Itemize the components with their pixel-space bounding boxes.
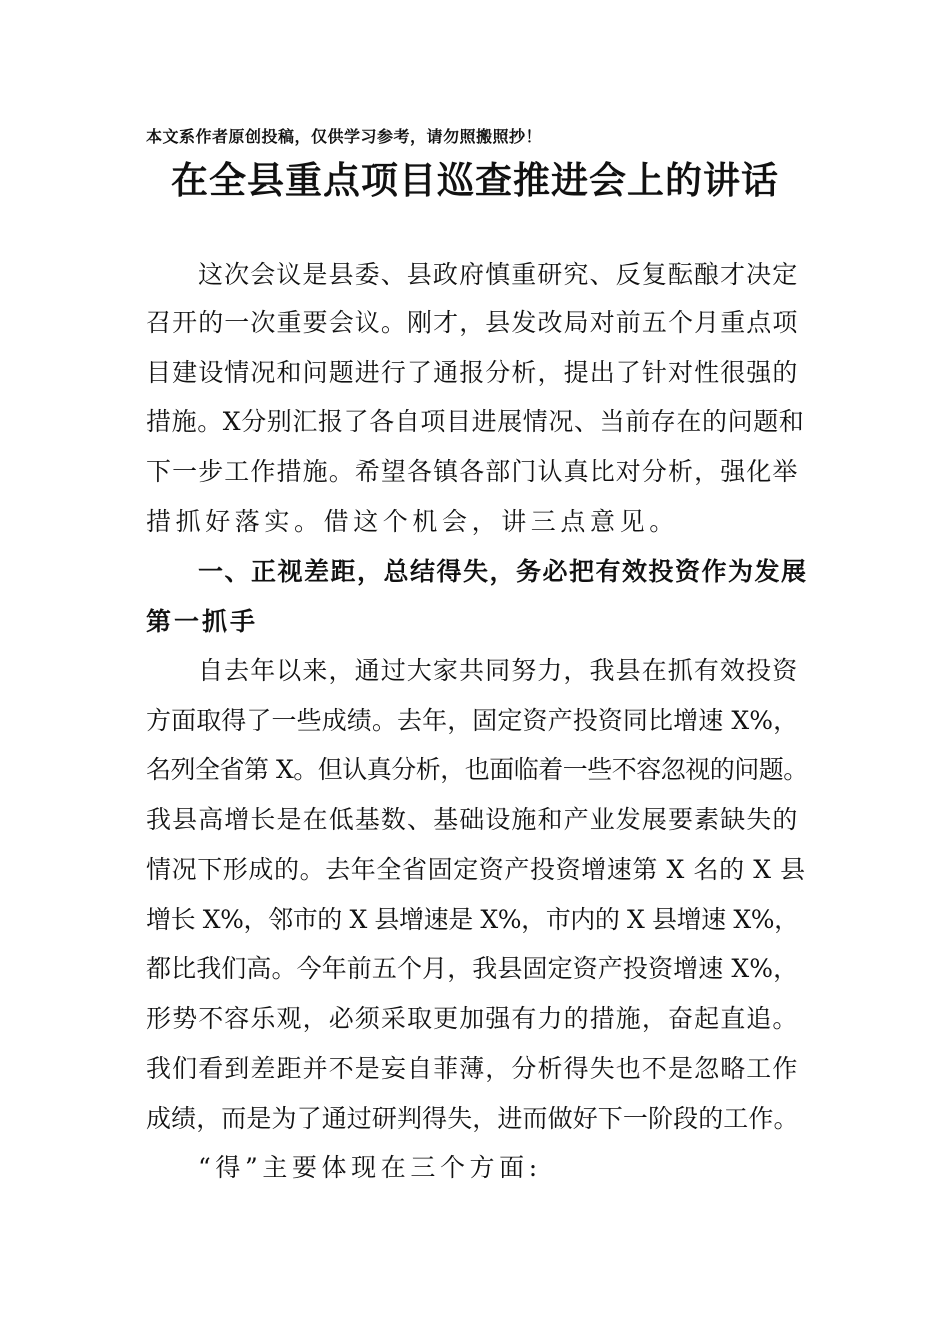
paragraph-line: 增长 X%，邻市的 X 县增速是 X%，市内的 X 县增速 X%， [146, 905, 799, 934]
paragraph-line: 方面取得了一些成绩。去年，固定资产投资同比增速 X%， [146, 706, 799, 735]
copyright-notice: 本文系作者原创投稿，仅供学习参考，请勿照搬照抄！ [146, 127, 543, 146]
paragraph-line: 目建设情况和问题进行了通报分析，提出了针对性很强的 [146, 358, 799, 387]
paragraph-line: 形势不容乐观，必须采取更加强有力的措施，奋起直追。 [146, 1004, 799, 1033]
paragraph-line: 成绩，而是为了通过研判得失，进而做好下一阶段的工作。 [146, 1104, 799, 1133]
paragraph-line: 自去年以来，通过大家共同努力，我县在抓有效投资 [198, 656, 799, 685]
section-heading: 一、正视差距，总结得失，务必把有效投资作为发展 [198, 557, 808, 586]
section-heading: 第一抓手 [146, 607, 259, 636]
paragraph-line: 我们看到差距并不是妄自菲薄，分析得失也不是忽略工作 [146, 1054, 799, 1083]
paragraph-line: 措抓好落实。借这个机会，讲三点意见。 [146, 507, 679, 536]
paragraph-line: 这次会议是县委、县政府慎重研究、反复酝酿才决定 [198, 260, 799, 289]
paragraph-line: “得”主要体现在三个方面: [198, 1153, 542, 1182]
paragraph-line: 我县高增长是在低基数、基础设施和产业发展要素缺失的 [146, 805, 799, 834]
paragraph-line: 下一步工作措施。希望各镇各部门认真比对分析，强化举 [146, 457, 799, 486]
paragraph-line: 措施。X分别汇报了各自项目进展情况、当前存在的问题和 [146, 407, 805, 436]
paragraph-line: 情况下形成的。去年全省固定资产投资增速第 X 名的 X 县 [146, 855, 806, 884]
document-title: 在全县重点项目巡查推进会上的讲话 [171, 158, 779, 202]
paragraph-line: 名列全省第 X。但认真分析，也面临着一些不容忽视的问题。 [146, 755, 808, 784]
paragraph-line: 都比我们高。今年前五个月，我县固定资产投资增速 X%， [146, 954, 799, 983]
paragraph-line: 召开的一次重要会议。刚才，县发改局对前五个月重点项 [146, 308, 799, 337]
